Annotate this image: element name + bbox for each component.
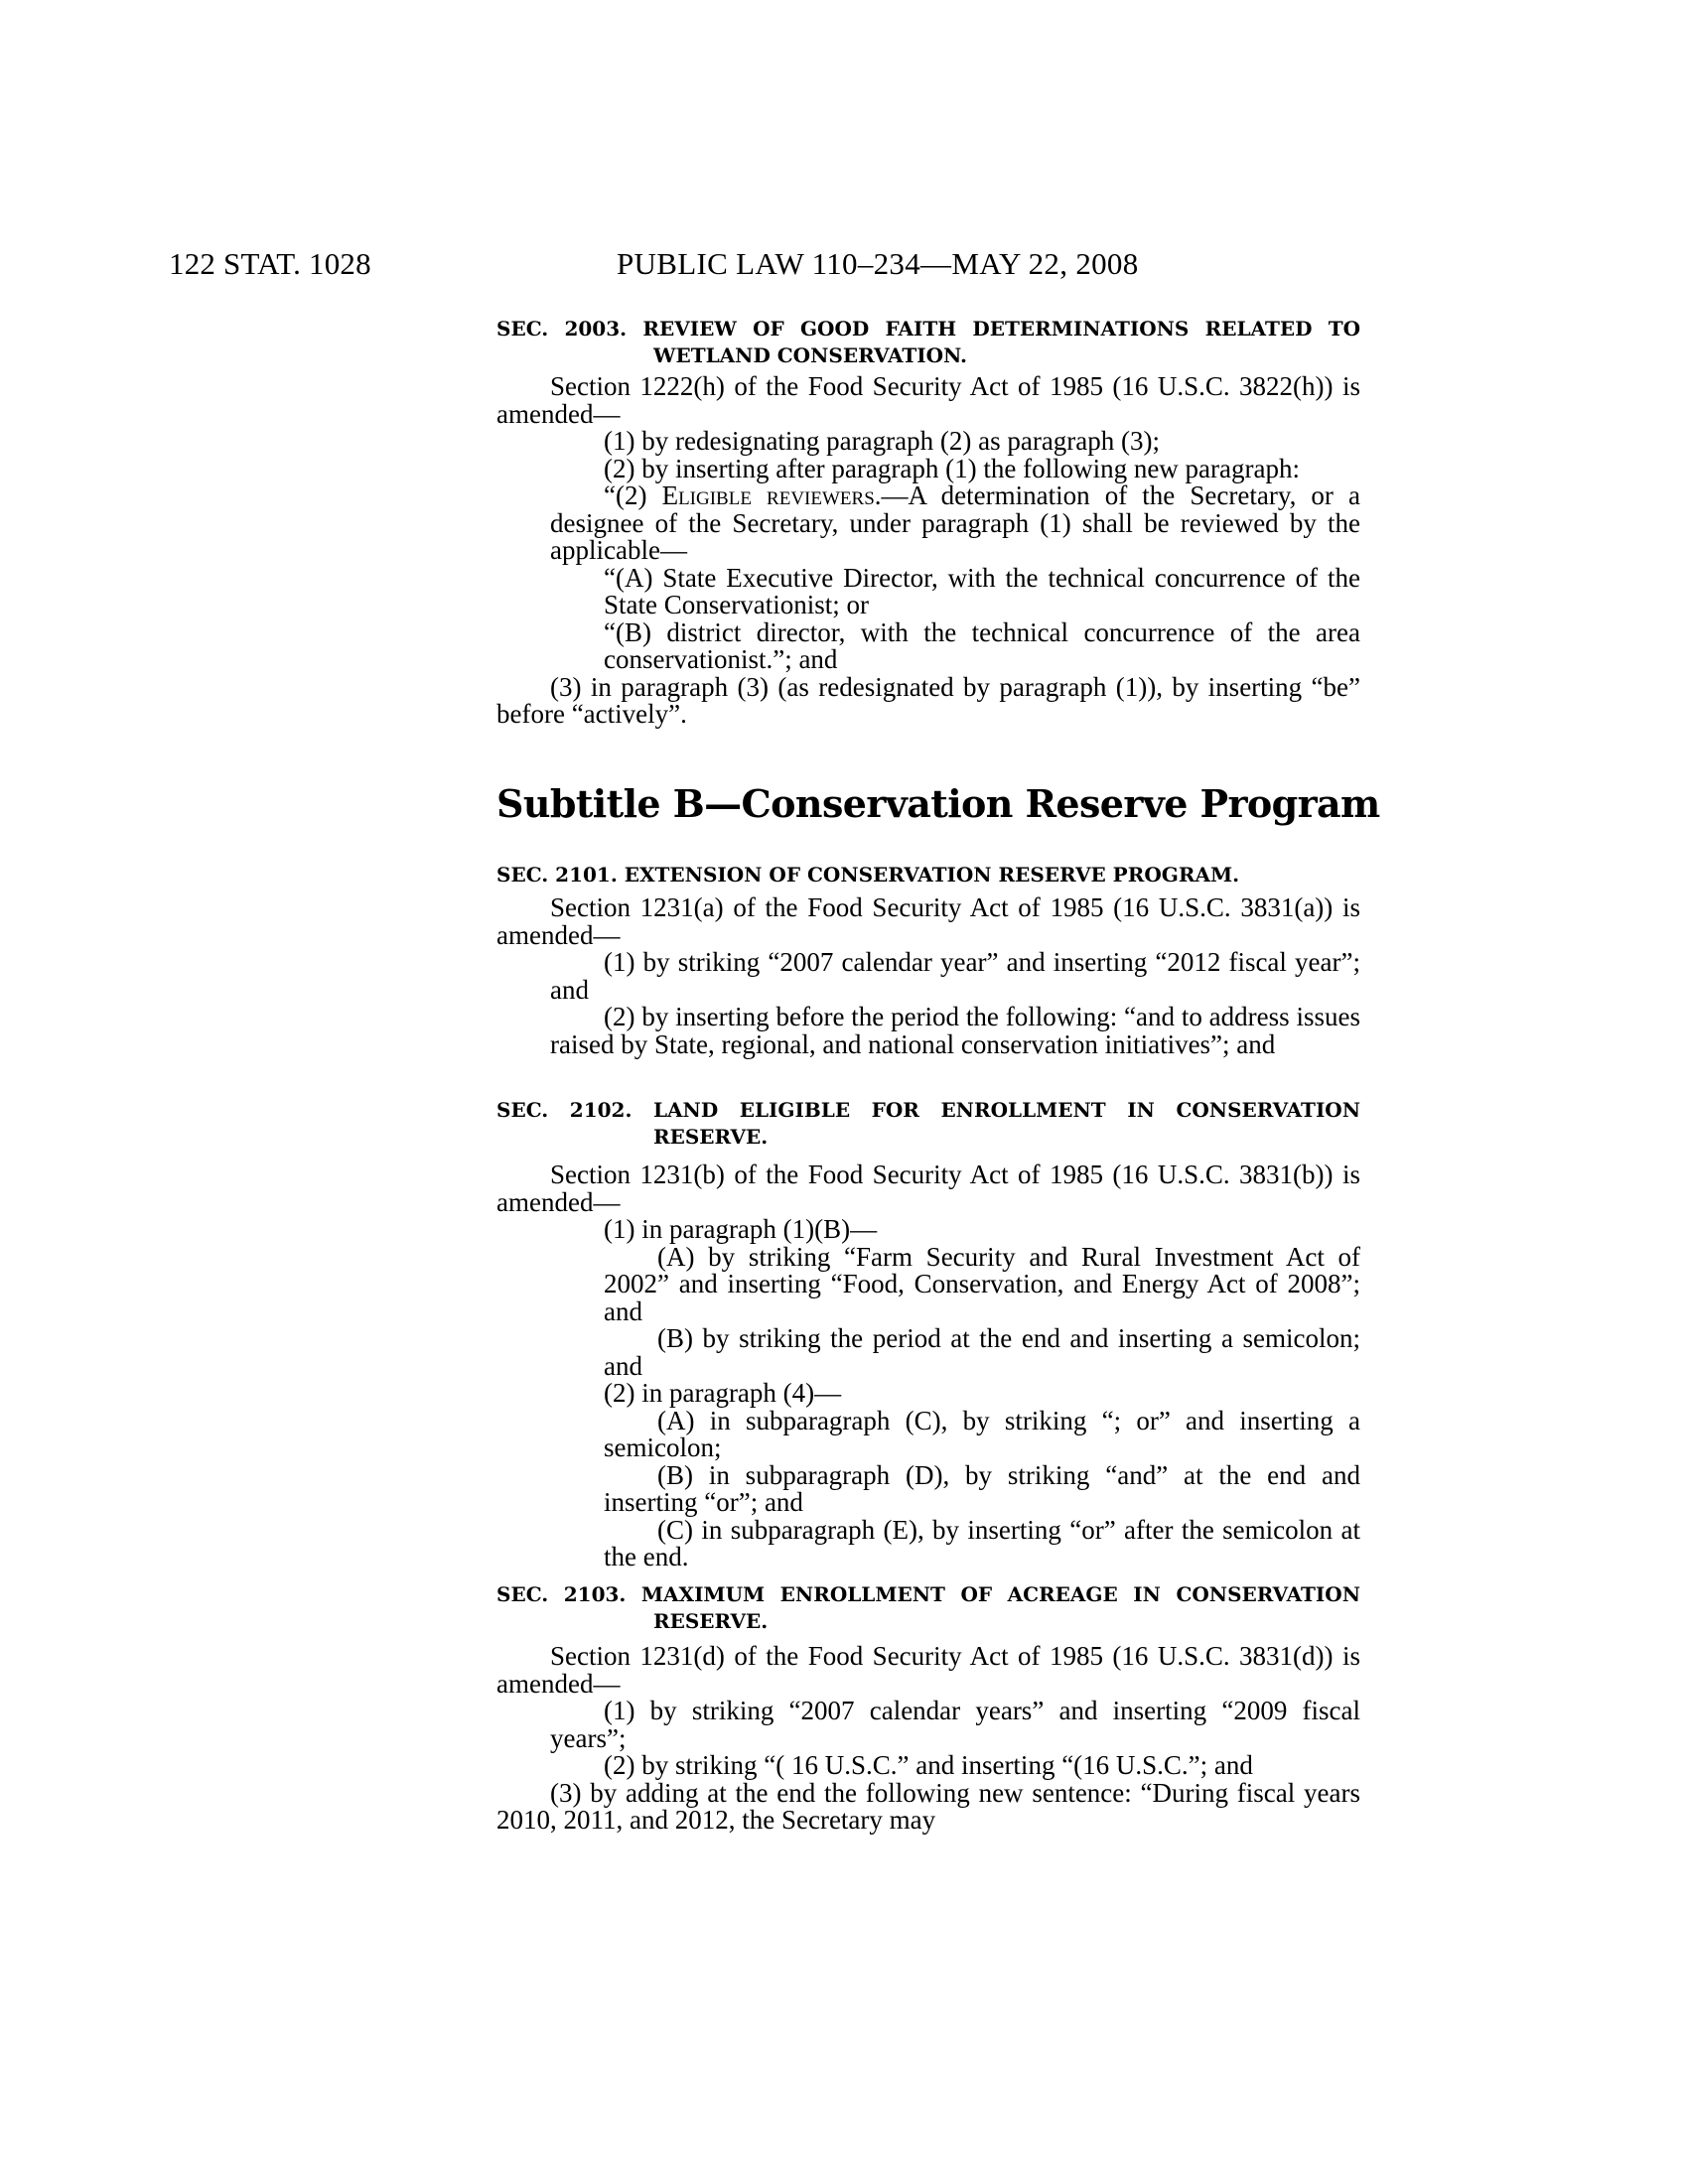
section-heading: SEC. 2003. REVIEW OF GOOD FAITH DETERMINATIONS RELATED TO WETLAND CONSERVATION. bbox=[496, 317, 1360, 367]
paragraph-item: (3) in paragraph (3) (as redesignated by paragraph (1)), by inserting “be” before “actively”. bbox=[496, 671, 1360, 729]
subparagraph-item: (A) by striking “Farm Security and Rural Investment Act of 2002” and inserting “Food, Conservation, and Energy Act of 2008”; and bbox=[604, 1241, 1360, 1326]
subparagraph-item: (A) in subparagraph (C), by striking “; or” and inserting a semicolon; bbox=[604, 1405, 1360, 1462]
subparagraph-item: (B) by striking the period at the end and inserting a semicolon; and bbox=[604, 1323, 1360, 1381]
subparagraph-item: (C) in subparagraph (E), by inserting “or” after the semicolon at the end. bbox=[604, 1514, 1360, 1571]
quote-number: “(2) bbox=[604, 480, 662, 510]
paragraph-item: (1) by striking “2007 calendar years” and inserting “2009 fiscal years”; bbox=[550, 1696, 1360, 1753]
paragraph-item: (1) by redesignating paragraph (2) as paragraph (3); bbox=[604, 426, 1161, 456]
section-intro: Section 1231(a) of the Food Security Act of 1985 (16 U.S.C. 3831(a)) is amended— bbox=[496, 892, 1360, 950]
section-2101-body bbox=[496, 894, 1360, 1058]
paragraph-item: (1) by striking “2007 calendar year” and inserting “2012 fiscal year”; and bbox=[550, 947, 1360, 1005]
running-header: PUBLIC LAW 110–234—MAY 22, 2008 bbox=[617, 246, 1139, 281]
paragraph-item: (3) by adding at the end the following new sentence: “During fiscal years 2010, 2011, and 2012, the Secretary may bbox=[496, 1777, 1360, 1835]
quoted-subparagraph: “(B) district director, with the technical concurrence of the area conservationist.”; and bbox=[604, 616, 1360, 674]
section-2003-body bbox=[496, 373, 1360, 729]
section-2103-body bbox=[496, 1643, 1360, 1835]
section-2102 bbox=[496, 1097, 1360, 1151]
section-2102-body bbox=[496, 1161, 1360, 1571]
paragraph-item: (2) by inserting before the period the following: “and to address issues raised by State, regional, and national conservation initiatives”; and bbox=[550, 1002, 1360, 1059]
subtitle-block bbox=[496, 781, 1380, 826]
quote-text: .—A determination of the Secretary, or a designee of the Secretary, under paragraph (1) shall be reviewed by the applicable— bbox=[550, 480, 1361, 565]
section-2003 bbox=[496, 316, 1360, 369]
subtitle-heading: Subtitle B—Conservation Reserve Program bbox=[496, 781, 1380, 826]
section-intro: Section 1222(h) of the Food Security Act of 1985 (16 U.S.C. 3822(h)) is amended— bbox=[496, 371, 1360, 429]
section-heading: SEC. 2103. MAXIMUM ENROLLMENT OF ACREAGE IN CONSERVATION RESERVE. bbox=[496, 1582, 1360, 1633]
section-2103 bbox=[496, 1581, 1360, 1635]
paragraph-item: (2) by striking “( 16 U.S.C.” and inserting “(16 U.S.C.”; and bbox=[604, 1750, 1253, 1780]
paragraph-item: (2) by inserting after paragraph (1) the following new paragraph: bbox=[604, 453, 1300, 483]
section-intro: Section 1231(b) of the Food Security Act of 1985 (16 U.S.C. 3831(b)) is amended— bbox=[496, 1160, 1360, 1217]
stat-page-number: 122 STAT. 1028 bbox=[169, 246, 371, 281]
section-heading: SEC. 2102. LAND ELIGIBLE FOR ENROLLMENT IN CONSERVATION RESERVE. bbox=[496, 1098, 1360, 1149]
quote-heading: Eligible reviewers bbox=[661, 480, 875, 510]
section-2101 bbox=[496, 862, 1360, 888]
quoted-paragraph bbox=[496, 482, 1360, 565]
paragraph-item: (2) in paragraph (4)— bbox=[604, 1378, 842, 1408]
section-intro: Section 1231(d) of the Food Security Act of 1985 (16 U.S.C. 3831(d)) is amended— bbox=[496, 1641, 1360, 1699]
subparagraph-item: (B) in subparagraph (D), by striking “and” at the end and inserting “or”; and bbox=[604, 1459, 1360, 1517]
section-heading: SEC. 2101. EXTENSION OF CONSERVATION RESERVE PROGRAM. bbox=[496, 863, 1240, 887]
paragraph-item: (1) in paragraph (1)(B)— bbox=[604, 1214, 878, 1244]
quoted-subparagraph: “(A) State Executive Director, with the technical concurrence of the State Conservationist; or bbox=[604, 562, 1360, 619]
